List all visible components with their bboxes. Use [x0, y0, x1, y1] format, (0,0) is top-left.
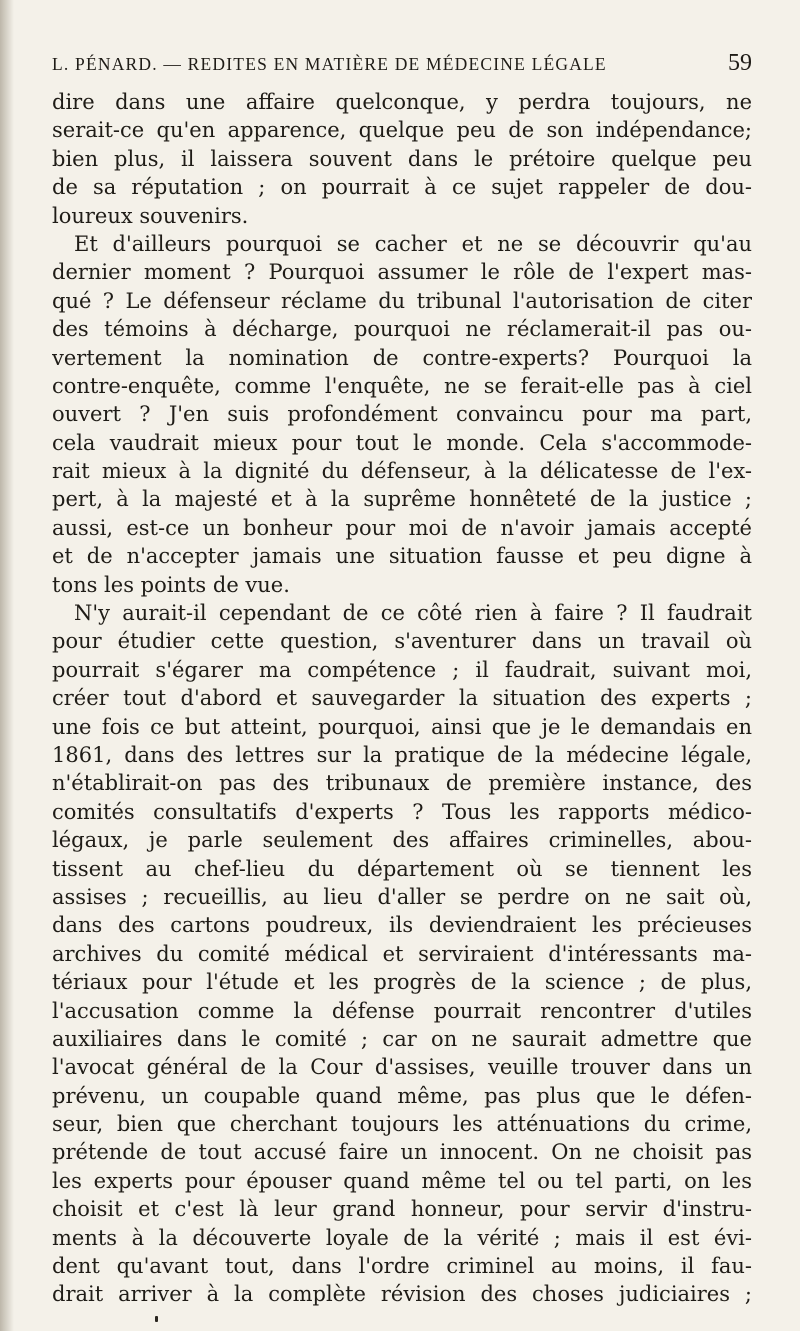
text-line: créer tout d'abord et sauvegarder la situation des experts ;: [52, 686, 752, 711]
text-line: prétende de tout accusé faire un innocent. On ne choisit pas: [52, 1140, 752, 1165]
text-line: légaux, je parle seulement des affaires criminelles, abou-: [52, 828, 752, 853]
text-line: vertement la nomination de contre-experts? Pourquoi la: [52, 345, 752, 370]
text-line: contre-enquête, comme l'enquête, ne se ferait-elle pas à ciel: [52, 373, 752, 398]
text-line: cela vaudrait mieux pour tout le monde. Cela s'accommode-: [52, 430, 752, 455]
text-line: de sa réputation ; on pourrait à ce sujet rappeler de dou-: [52, 175, 752, 200]
text-line: dire dans une affaire quelconque, y perdra toujours, ne: [52, 90, 752, 114]
text-line: dernier moment ? Pourquoi assumer le rôle de l'expert mas-: [52, 260, 752, 285]
text-line: des témoins à décharge, pourquoi ne réclamerait-il pas ou-: [52, 317, 752, 342]
text-line: et de n'accepter jamais une situation fausse et peu digne à: [52, 544, 752, 569]
text-line: pourrait s'égarer ma compétence ; il faudrait, suivant moi,: [52, 657, 752, 682]
text-line: les experts pour épouser quand même tel ou tel parti, on les: [52, 1168, 752, 1193]
text-line: 1861, dans des lettres sur la pratique de la médecine légale,: [52, 742, 752, 767]
text-line: dent qu'avant tout, dans l'ordre criminel au moins, il fau-: [52, 1254, 752, 1279]
binding-shadow: [0, 0, 14, 1331]
text-line: tissent au chef-lieu du département où se tiennent les: [52, 856, 752, 881]
text-line: qué ? Le défenseur réclame du tribunal l'autorisation de citer: [52, 288, 752, 313]
text-line: choisit et c'est là leur grand honneur, pour servir d'instru-: [52, 1197, 752, 1222]
text-line: ments à la découverte loyale de la vérité ; mais il est évi-: [52, 1225, 752, 1250]
page-number: 59: [728, 50, 752, 76]
ink-speck: [155, 1316, 158, 1322]
text-line: seur, bien que cherchant toujours les atténuations du crime,: [52, 1112, 752, 1137]
text-line: pert, à la majesté et à la suprême honnêteté de la justice ;: [52, 487, 752, 512]
body-text: [52, 88, 752, 1309]
text-line: dans des cartons poudreux, ils deviendraient les précieuses: [52, 913, 752, 938]
running-head-title: L. PÉNARD. — REDITES EN MATIÈRE DE MÉDECINE LÉGALE: [52, 54, 607, 74]
text-line: prévenu, un coupable quand même, pas plus que le défen-: [52, 1083, 752, 1108]
text-line: pour étudier cette question, s'aventurer dans un travail où: [52, 629, 752, 654]
text-line: l'avocat général de la Cour d'assises, veuille trouver dans un: [52, 1055, 752, 1080]
text-line: aussi, est-ce un bonheur pour moi de n'avoir jamais accepté: [52, 515, 752, 540]
text-line: une fois ce but atteint, pourquoi, ainsi que je le demandais en: [52, 714, 752, 739]
text-line: n'établirait-on pas des tribunaux de première instance, des: [52, 771, 752, 796]
text-line: drait arriver à la complète révision des choses judiciaires ;: [52, 1282, 752, 1307]
text-line: Et d'ailleurs pourquoi se cacher et ne se découvrir qu'au: [74, 231, 752, 256]
text-line: loureux souvenirs.: [52, 203, 249, 228]
text-line: bien plus, il laissera souvent dans le prétoire quelque peu: [52, 146, 752, 171]
text-line: assises ; recueillis, au lieu d'aller se perdre on ne sait où,: [52, 884, 752, 909]
text-line: auxiliaires dans le comité ; car on ne saurait admettre que: [52, 1026, 752, 1051]
text-line: N'y aurait-il cependant de ce côté rien à faire ? Il faudrait: [74, 601, 752, 626]
text-line: archives du comité médical et serviraient d'intéressants ma-: [52, 941, 752, 966]
text-line: l'accusation comme la défense pourrait rencontrer d'utiles: [52, 998, 752, 1023]
text-line: tons les points de vue.: [52, 572, 290, 597]
text-line: tériaux pour l'étude et les progrès de la science ; de plus,: [52, 970, 752, 995]
text-line: serait-ce qu'en apparence, quelque peu de son indépendance;: [52, 118, 752, 143]
text-line: rait mieux à la dignité du défenseur, à la délicatesse de l'ex-: [52, 459, 752, 484]
running-head: [52, 40, 752, 86]
text-line: comités consultatifs d'experts ? Tous les rapports médico-: [52, 799, 752, 824]
text-line: ouvert ? J'en suis profondément convaincu pour ma part,: [52, 402, 752, 427]
